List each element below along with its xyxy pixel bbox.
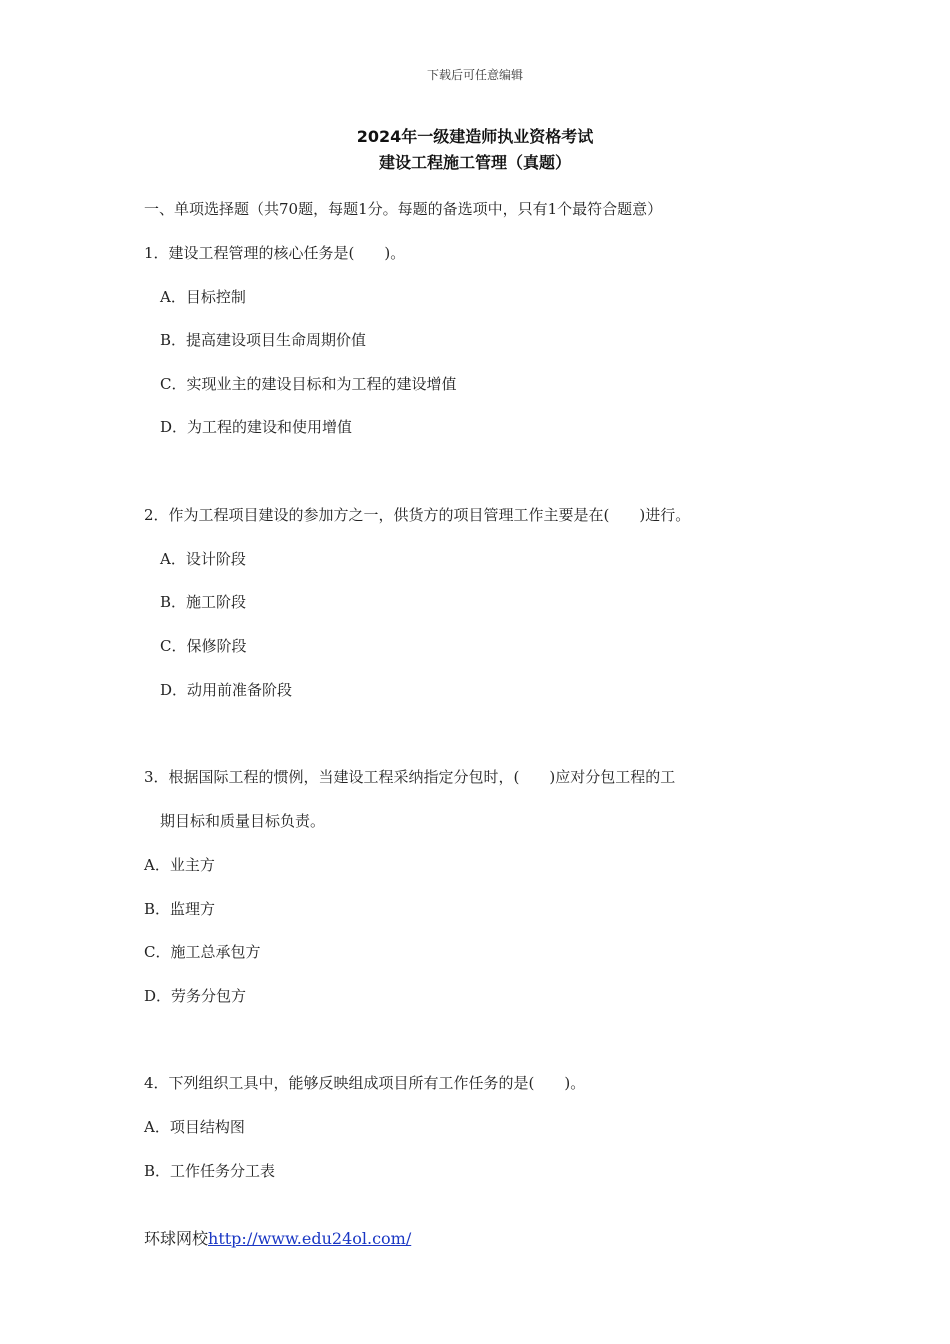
question-4-option-b: B．工作任务分工表 bbox=[144, 1162, 276, 1180]
question-1-option-d: D．为工程的建设和使用增值 bbox=[160, 418, 353, 436]
exam-title: 2024年一级建造师执业资格考试 bbox=[356, 127, 594, 146]
question-1-stem: 1．建设工程管理的核心任务是( )。 bbox=[144, 244, 406, 262]
footer bbox=[144, 1226, 411, 1249]
footer-link[interactable]: http://www.edu24ol.com/ bbox=[208, 1229, 412, 1248]
question-2-option-a: A．设计阶段 bbox=[160, 550, 246, 568]
question-3-option-a: A．业主方 bbox=[144, 856, 215, 874]
question-3-option-c: C．施工总承包方 bbox=[144, 943, 261, 961]
question-2-stem: 2．作为工程项目建设的参加方之一，供货方的项目管理工作主要是在( )进行。 bbox=[144, 506, 691, 524]
footer-label: 环球网校 bbox=[144, 1229, 209, 1248]
question-2-option-b: B．施工阶段 bbox=[160, 593, 247, 611]
question-1-option-b: B．提高建设项目生命周期价值 bbox=[160, 331, 367, 349]
question-1-option-a: A．目标控制 bbox=[160, 288, 246, 306]
question-4-option-a: A．项目结构图 bbox=[144, 1118, 245, 1136]
question-3-option-d: D．劳务分包方 bbox=[144, 987, 247, 1005]
header-note: 下载后可任意编辑 bbox=[426, 68, 523, 82]
question-2-option-c: C．保修阶段 bbox=[160, 637, 247, 655]
question-1-option-c: C．实现业主的建设目标和为工程的建设增值 bbox=[160, 375, 457, 393]
question-3-stem-line-1: 3．根据国际工程的惯例，当建设工程采纳指定分包时，( )应对分包工程的工 bbox=[144, 768, 676, 786]
section-heading: 一、单项选择题（共70题，每题1分。每题的备选项中，只有1个最符合题意） bbox=[144, 200, 663, 218]
question-3-option-b: B．监理方 bbox=[144, 900, 216, 918]
question-2-option-d: D．动用前准备阶段 bbox=[160, 681, 293, 699]
question-3-stem-line-2: 期目标和质量目标负责。 bbox=[160, 812, 326, 830]
exam-subtitle: 建设工程施工管理（真题） bbox=[378, 153, 571, 172]
question-4-stem: 4．下列组织工具中，能够反映组成项目所有工作任务的是( )。 bbox=[144, 1074, 586, 1092]
